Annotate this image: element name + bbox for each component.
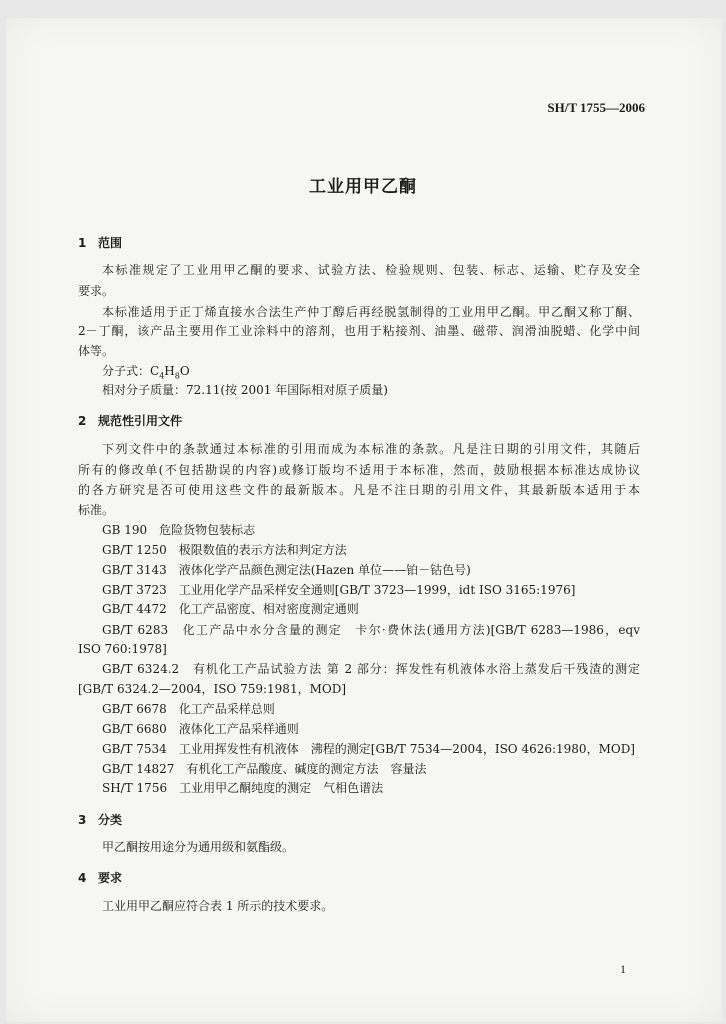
formula-element: C xyxy=(150,364,160,378)
formula-element: O xyxy=(179,364,190,378)
page-number: 1 xyxy=(620,962,626,976)
formula-subscript: 8 xyxy=(174,371,180,381)
paragraph-line: 体等。 xyxy=(78,344,115,358)
formula-label: 分子式： xyxy=(102,364,151,378)
paragraph-line: 本标准规定了工业用甲乙酮的要求、试验方法、检验规则、包装、标志、运输、贮存及安全 xyxy=(102,263,640,277)
reference-item: GB/T 14827 有机化工产品酸度、碱度的测定方法 容量法 xyxy=(102,762,427,776)
paragraph-line: 下列文件中的条款通过本标准的引用而成为本标准的条款。凡是注日期的引用文件，其随后 xyxy=(102,442,640,456)
section-title: 范围 xyxy=(98,236,123,250)
section-heading-requirements xyxy=(78,869,122,886)
molecular-formula xyxy=(102,363,190,379)
reference-item: GB/T 6324.2 有机化工产品试验方法 第 2 部分：挥发性有机液体水浴上蒸发后干残渣的测定 xyxy=(102,662,640,676)
reference-item: GB/T 3723 工业用化学产品采样安全通则[GB/T 3723—1999，idt ISO 3165:1976] xyxy=(102,583,576,597)
paragraph-line: 本标准适用于正丁烯直接水合法生产仲丁醇后再经脱氢制得的工业用甲乙酮。甲乙酮又称丁酮、 xyxy=(102,305,640,319)
paragraph-line: 2－丁酮，该产品主要用作工业涂料中的溶剂，也用于粘接剂、油墨、磁带、润滑油脱蜡、化学中间 xyxy=(78,324,640,338)
reference-item: GB/T 6680 液体化工产品采样通则 xyxy=(102,722,299,736)
section-heading-classification xyxy=(78,811,122,828)
section-number: 1 xyxy=(78,236,87,250)
reference-item: SH/T 1756 工业用甲乙酮纯度的测定 气相色谱法 xyxy=(102,781,384,795)
reference-item: GB 190 危险货物包装标志 xyxy=(102,523,256,537)
section-title: 要求 xyxy=(98,871,123,885)
reference-item: GB/T 6283 化工产品中水分含量的测定 卡尔·费休法(通用方法)[GB/T 6283—1986，eqv xyxy=(102,623,640,637)
section-number: 4 xyxy=(78,871,87,885)
section-heading-scope xyxy=(78,234,122,251)
reference-item-continued: ISO 760:1978] xyxy=(78,642,167,656)
reference-item-continued: [GB/T 6324.2—2004，ISO 759:1981，MOD] xyxy=(78,682,347,696)
paragraph-line: 标准。 xyxy=(78,503,115,517)
reference-item: GB/T 7534 工业用挥发性有机液体 沸程的测定[GB/T 7534—2004，ISO 4626:1980，MOD] xyxy=(102,742,635,756)
reference-item: GB/T 3143 液体化学产品颜色测定法(Hazen 单位——铂－钴色号) xyxy=(102,563,471,577)
section-heading-normative-references xyxy=(78,412,182,429)
reference-item: GB/T 6678 化工产品采样总则 xyxy=(102,702,275,716)
formula-subscript: 4 xyxy=(159,371,165,381)
section-title: 分类 xyxy=(98,813,123,827)
reference-item: GB/T 1250 极限数值的表示方法和判定方法 xyxy=(102,543,347,557)
paragraph-line: 甲乙酮按用途分为通用级和氨酯级。 xyxy=(102,840,295,854)
paragraph-line: 所有的修改单(不包括勘误的内容)或修订版均不适用于本标准，然而，鼓励根据本标准达成协议 xyxy=(78,463,640,477)
paragraph-line: 要求。 xyxy=(78,284,115,298)
formula-element: H xyxy=(164,364,175,378)
section-number: 2 xyxy=(78,414,87,428)
standard-number: SH/T 1755—2006 xyxy=(547,100,645,115)
page-title: 工业用甲乙酮 xyxy=(309,177,417,197)
reference-item: GB/T 4472 化工产品密度、相对密度测定通则 xyxy=(102,602,359,616)
paragraph-line: 的各方研究是否可使用这些文件的最新版本。凡是不注日期的引用文件，其最新版本适用于本 xyxy=(78,483,640,497)
paragraph-line: 工业用甲乙酮应符合表 1 所示的技术要求。 xyxy=(102,899,334,913)
section-number: 3 xyxy=(78,813,87,827)
molecular-mass: 相对分子质量：72.11(按 2001 年国际相对原子质量) xyxy=(102,383,388,397)
section-title: 规范性引用文件 xyxy=(98,414,183,428)
